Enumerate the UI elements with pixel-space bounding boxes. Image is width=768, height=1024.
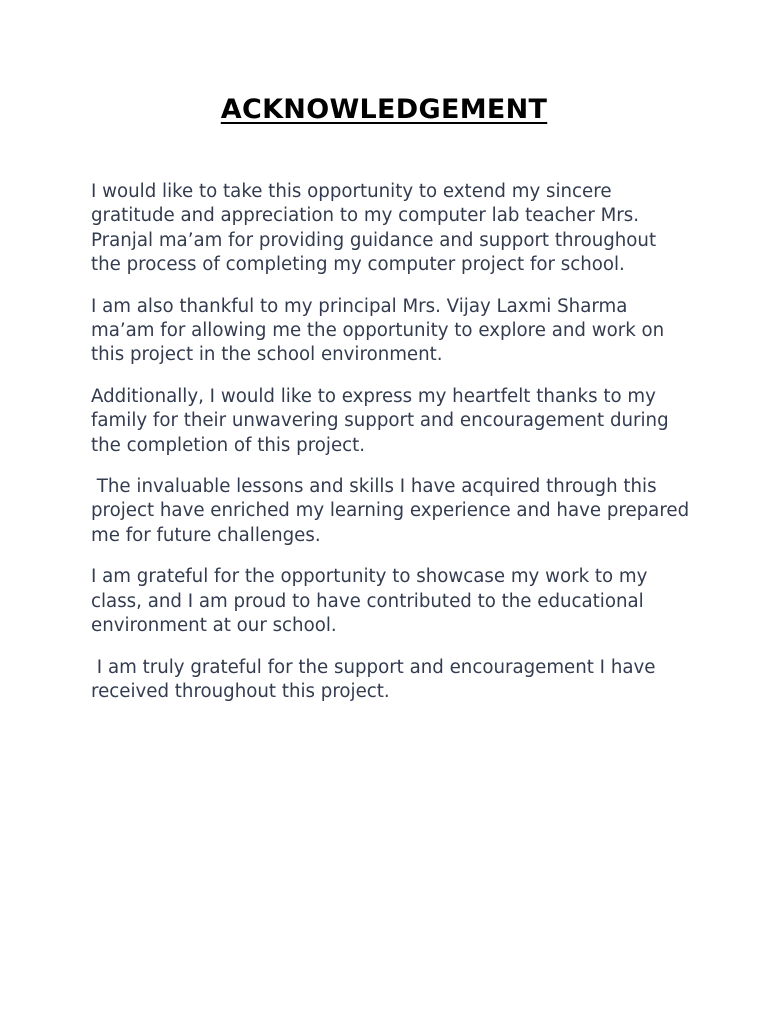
page-title: ACKNOWLEDGEMENT: [220, 94, 548, 125]
paragraph-showcase: I am grateful for the opportunity to showcase my work to my class, and I am proud to have contributed to the educational environment at our school.: [91, 566, 654, 637]
paragraph-lessons: The invaluable lessons and skills I have acquired through this project have enriched my learning experience and have prepared me for future challenges.: [91, 476, 695, 546]
paragraph-closing: I am truly grateful for the support and encouragement I have received throughout this project.: [91, 656, 662, 702]
paragraph-teacher-thanks: I would like to take this opportunity to extend my sincere gratitude and appreciation to my computer lab teacher Mrs. Pranjal ma’am for providing guidance and support throughout the process of completing my computer project for school.: [91, 181, 662, 276]
document-body: [91, 180, 695, 721]
paragraph-family-thanks: Additionally, I would like to express my heartfelt thanks to my family for their unwavering support and encouragement during the completion of this project.: [91, 385, 675, 456]
paragraph-principal-thanks: I am also thankful to my principal Mrs. Vijay Laxmi Sharma ma’am for allowing me the opportunity to explore and work on this project in the school environment.: [91, 295, 670, 366]
